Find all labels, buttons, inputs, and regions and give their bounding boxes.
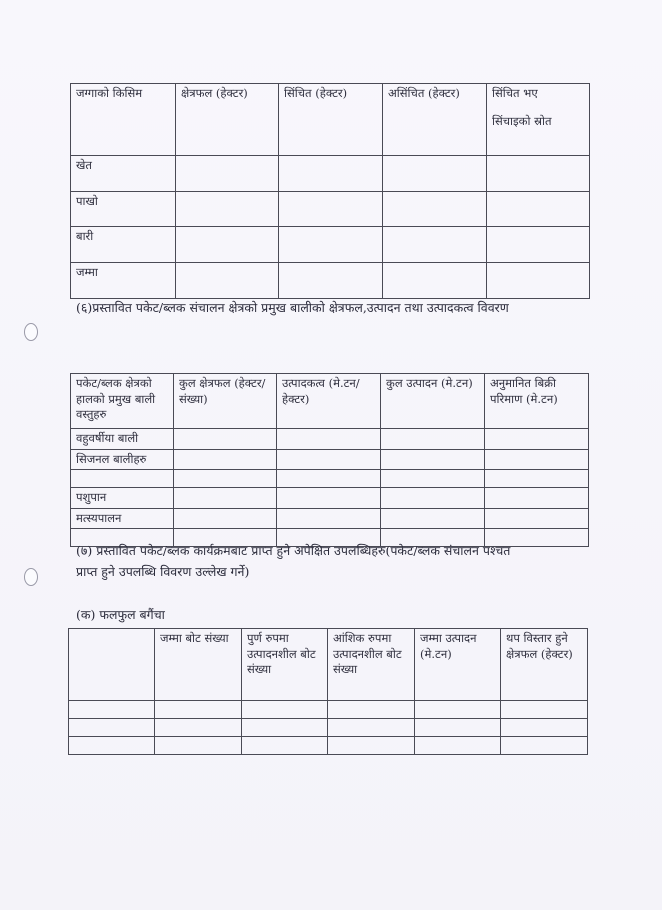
- table-row: [69, 701, 588, 719]
- table-header-cell: कुल क्षेत्रफल (हेक्टर/संख्या): [174, 374, 277, 429]
- table-row: [71, 84, 590, 156]
- row-label: खेत: [71, 156, 176, 192]
- table-row: [69, 737, 588, 755]
- section-a-title: (क) फलफुल बगैंचा: [76, 607, 165, 622]
- row-label: बारी: [71, 227, 176, 263]
- table-header-cell: सिंचित (हेक्टर): [279, 84, 383, 156]
- table-header-cell: असिंचित (हेक्टर): [383, 84, 487, 156]
- table-row: [71, 374, 589, 429]
- table-header-cell: [487, 84, 590, 156]
- table-row: [71, 488, 589, 509]
- table-row: [71, 156, 590, 192]
- table-row: [71, 263, 590, 299]
- row-label: सिजनल बालीहरु: [71, 449, 174, 470]
- section-7-caption-line1: (७) प्रस्तावित पकेट/ब्लक कार्यक्रमबाट प्राप्त हुने अपेक्षित उपलब्धिहरु(पकेट/ब्लक संचालन पश्चत: [76, 543, 511, 558]
- row-label: वहुवर्षीया बाली: [71, 429, 174, 450]
- table-header-cell: पुर्ण रुपमा उत्पादनशील बोट संख्या: [242, 629, 328, 701]
- row-label: [71, 470, 174, 488]
- table-row: [71, 508, 589, 529]
- crop-details-table: [70, 373, 589, 547]
- orchard-table: [68, 628, 588, 755]
- table-header-cell: थप विस्तार हुने क्षेत्रफल (हेक्टर): [501, 629, 588, 701]
- header-text: सिंचित भए: [492, 86, 538, 100]
- punch-hole-top: [24, 323, 38, 341]
- section-7-caption-line2: प्राप्त हुने उपलब्धि विवरण उल्लेख गर्ने): [76, 564, 250, 579]
- punch-hole-bottom: [24, 568, 38, 586]
- row-label: पाखो: [71, 192, 176, 227]
- table-row: [71, 429, 589, 450]
- land-type-table: [70, 83, 590, 299]
- table-header-cell: क्षेत्रफल (हेक्टर): [176, 84, 279, 156]
- table-row: [71, 227, 590, 263]
- header-text-extra: सिंचाइको स्रोत: [492, 113, 552, 128]
- table-row: [71, 449, 589, 470]
- table-header-cell: अनुमानित बिक्री परिमाण (मे.टन): [485, 374, 589, 429]
- table-row: [69, 719, 588, 737]
- table-header-cell: पकेट/ब्लक क्षेत्रको हालको प्रमुख बाली वस्तुहरु: [71, 374, 174, 429]
- row-label: पशुपान: [71, 488, 174, 509]
- table-header-cell: उत्पादकत्व (मे.टन/हेक्टर): [277, 374, 381, 429]
- table-header-cell: आंशिक रुपमा उत्पादनशील बोट संख्या: [328, 629, 415, 701]
- row-label: मत्स्यपालन: [71, 508, 174, 529]
- table-row: [71, 192, 590, 227]
- table-header-cell: जम्मा उत्पादन (मे.टन): [415, 629, 501, 701]
- table-header-cell: जम्मा बोट संख्या: [155, 629, 242, 701]
- section-6-caption: (६)प्रस्तावित पकेट/ब्लक संचालन क्षेत्रको प्रमुख बालीको क्षेत्रफल,उत्पादन तथा उत्पादकत्व विवरण: [76, 300, 509, 315]
- table-row: [69, 629, 588, 701]
- table-header-cell: [69, 629, 155, 701]
- row-label: जम्मा: [71, 263, 176, 299]
- table-row: [71, 470, 589, 488]
- table-header-cell: जग्गाको किसिम: [71, 84, 176, 156]
- table-header-cell: कुल उत्पादन (मे.टन): [381, 374, 485, 429]
